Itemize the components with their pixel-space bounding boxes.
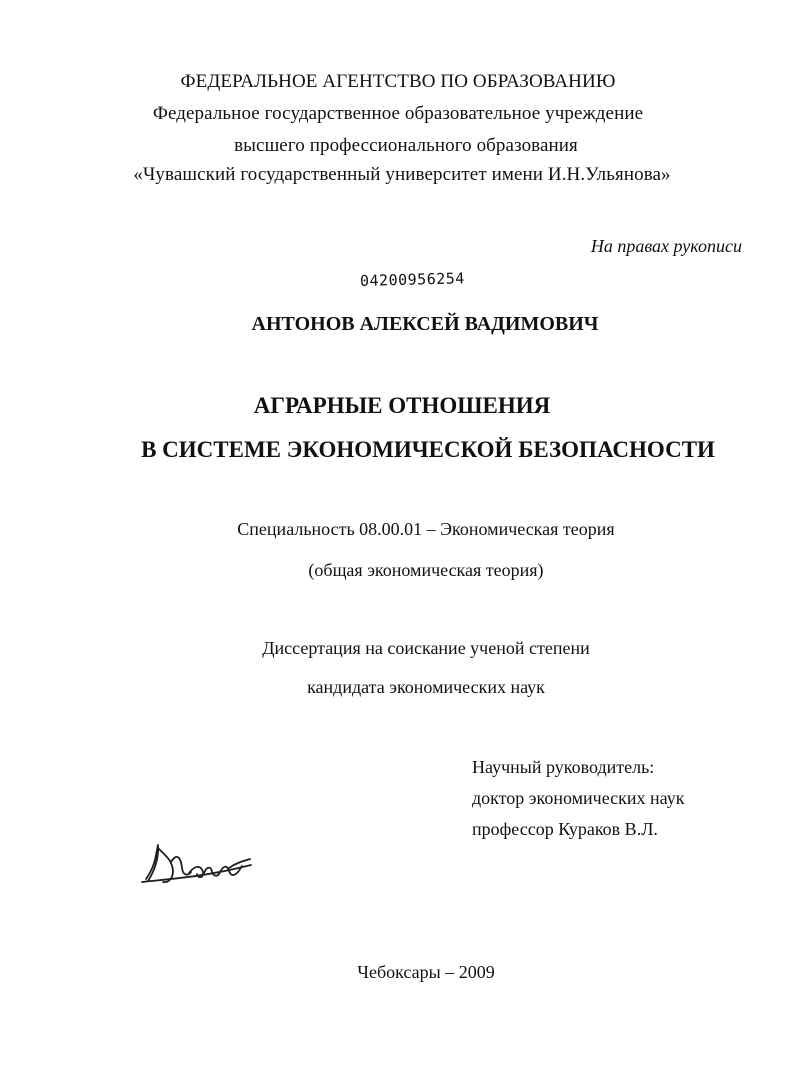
city-year: Чебоксары – 2009 xyxy=(357,962,495,982)
handwritten-signature xyxy=(138,838,258,890)
document-number: 04200956254 xyxy=(359,269,466,290)
specialty-line: Специальность 08.00.01 – Экономическая теория xyxy=(237,519,615,539)
institution-level: высшего профессионального образования xyxy=(234,135,578,156)
specialty-subtitle: (общая экономическая теория) xyxy=(308,560,544,580)
university-name: «Чувашский государственный университет имени И.Н.Ульянова» xyxy=(133,164,671,185)
supervisor-name: профессор Кураков В.Л. xyxy=(472,819,658,839)
manuscript-rights-note: На правах рукописи xyxy=(590,236,742,256)
degree-line-1: Диссертация на соискание ученой степени xyxy=(262,638,590,658)
agency-heading: ФЕДЕРАЛЬНОЕ АГЕНТСТВО ПО ОБРАЗОВАНИЮ xyxy=(180,71,616,92)
supervisor-label: Научный руководитель: xyxy=(472,757,655,777)
institution-type: Федеральное государственное образовательное учреждение xyxy=(152,103,644,124)
dissertation-title-line-1: АГРАРНЫЕ ОТНОШЕНИЯ xyxy=(253,393,551,418)
dissertation-title-line-2: В СИСТЕМЕ ЭКОНОМИЧЕСКОЙ БЕЗОПАСНОСТИ xyxy=(141,437,715,462)
supervisor-degree: доктор экономических наук xyxy=(472,788,685,808)
degree-line-2: кандидата экономических наук xyxy=(307,677,545,697)
author-name: АНТОНОВ АЛЕКСЕЙ ВАДИМОВИЧ xyxy=(251,313,599,335)
